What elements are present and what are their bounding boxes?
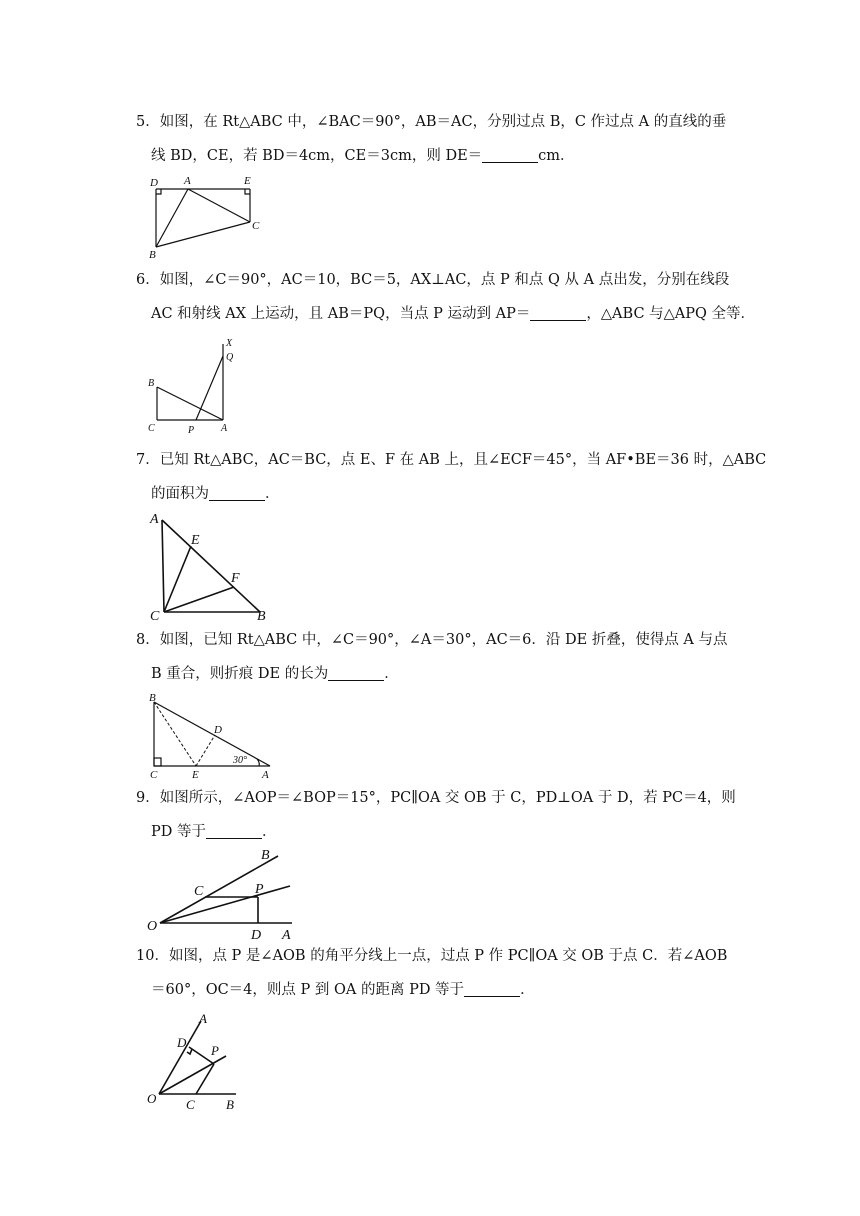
fig10-label-c: C xyxy=(186,1097,195,1112)
answer-blank xyxy=(482,148,538,163)
problem-8-figure xyxy=(144,690,279,782)
fig7-label-f: F xyxy=(231,571,240,586)
problem-9-text-after-blank: ． xyxy=(262,824,277,840)
problem-8-line-1: 8．如图，已知 Rt△ABC 中，∠C＝90°，∠A＝30°，AC＝6．沿 DE 折叠，使得点 A 与点 xyxy=(136,632,728,648)
fig8-label-30deg: 30° xyxy=(233,755,247,766)
fig7-label-c: C xyxy=(150,609,160,622)
fig5-label-e: E xyxy=(244,175,251,187)
fig10-label-a: A xyxy=(199,1011,207,1026)
fig10-label-o: O xyxy=(147,1091,157,1106)
fig5-label-a: A xyxy=(184,175,191,187)
answer-blank xyxy=(530,306,586,321)
fig8-label-b: B xyxy=(149,692,156,704)
fig6-label-x: X xyxy=(226,338,233,349)
fig9-label-a: A xyxy=(282,928,291,942)
problem-9-line-2 xyxy=(151,822,277,842)
fig6-label-b: B xyxy=(148,378,155,389)
answer-blank xyxy=(209,486,265,501)
problem-7-text-after-blank: ． xyxy=(265,486,280,502)
problem-5-text-before-blank: 线 BD，CE，若 BD＝4cm，CE＝3cm，则 DE＝ xyxy=(151,148,483,164)
problem-6-figure xyxy=(144,336,244,436)
problem-8-line-2 xyxy=(151,664,399,684)
problem-8-text-before-blank: B 重合，则折痕 DE 的长为 xyxy=(151,666,329,682)
problem-5-line-2 xyxy=(151,146,575,166)
answer-blank xyxy=(464,982,520,997)
problem-8-text-after-blank: ． xyxy=(384,666,399,682)
problem-7-text-before-blank: 的面积为 xyxy=(151,486,209,502)
fig9-label-c: C xyxy=(194,884,204,899)
problem-5-text-after-blank: cm． xyxy=(538,148,575,164)
problem-7-figure xyxy=(144,508,274,622)
problem-10-text-before-blank: ＝60°，OC＝4，则点 P 到 OA 的距离 PD 等于 xyxy=(151,982,465,998)
fig7-label-e: E xyxy=(191,533,200,548)
problem-9-text-before-blank: PD 等于 xyxy=(151,824,206,840)
fig5-label-d: D xyxy=(150,177,158,189)
fig8-label-c: C xyxy=(150,769,158,781)
problem-5-line-1: 5．如图，在 Rt△ABC 中，∠BAC＝90°，AB＝AC，分别过点 B，C 作过点 A 的直线的垂 xyxy=(136,114,727,130)
problem-6-line-2 xyxy=(151,304,755,324)
fig9-label-b: B xyxy=(261,848,270,863)
fig7-label-a: A xyxy=(150,512,159,527)
fig7-label-b: B xyxy=(257,609,266,622)
fig6-label-a: A xyxy=(221,423,228,434)
problem-9-line-1: 9．如图所示，∠AOP＝∠BOP＝15°，PC∥OA 交 OB 于 C，PD⊥OA 于 D，若 PC＝4，则 xyxy=(136,790,736,806)
fig9-label-o: O xyxy=(147,919,158,934)
fig8-label-a: A xyxy=(262,769,269,781)
problem-10-text-after-blank: ． xyxy=(520,982,535,998)
fig6-label-c: C xyxy=(148,423,155,434)
fig10-label-p: P xyxy=(211,1043,219,1058)
answer-blank xyxy=(206,824,262,839)
fig8-label-d: D xyxy=(214,724,222,736)
problem-10-line-1: 10．如图，点 P 是∠AOB 的角平分线上一点，过点 P 作 PC∥OA 交 OB 于点 C．若∠AOB xyxy=(136,948,728,964)
fig10-label-d: D xyxy=(177,1035,187,1050)
problem-6-text-before-blank: AC 和射线 AX 上运动，且 AB＝PQ，当点 P 运动到 AP＝ xyxy=(151,306,531,322)
fig6-label-p: P xyxy=(188,425,195,436)
problem-7-line-1: 7．已知 Rt△ABC，AC＝BC，点 E、F 在 AB 上，且∠ECF＝45°，当 AF•BE＝36 时，△ABC xyxy=(136,452,767,468)
fig9-label-p: P xyxy=(255,882,264,897)
problem-5-figure xyxy=(140,172,275,264)
answer-blank xyxy=(328,666,384,681)
problem-10-line-2 xyxy=(151,980,535,1000)
fig6-label-q: Q xyxy=(226,352,234,363)
fig10-label-b: B xyxy=(226,1097,234,1112)
problem-10-figure xyxy=(144,1008,254,1112)
fig5-label-b: B xyxy=(149,249,156,261)
problem-6-line-1: 6．如图，∠C＝90°，AC＝10，BC＝5，AX⊥AC，点 P 和点 Q 从 A 点出发，分别在线段 xyxy=(136,272,730,288)
fig9-label-d: D xyxy=(251,928,262,942)
problem-7-line-2 xyxy=(151,484,280,504)
problem-6-text-after-blank: ，△ABC 与△APQ 全等． xyxy=(586,306,756,322)
fig5-label-c: C xyxy=(252,220,260,232)
problem-9-figure xyxy=(144,844,304,942)
fig8-label-e: E xyxy=(192,769,199,781)
